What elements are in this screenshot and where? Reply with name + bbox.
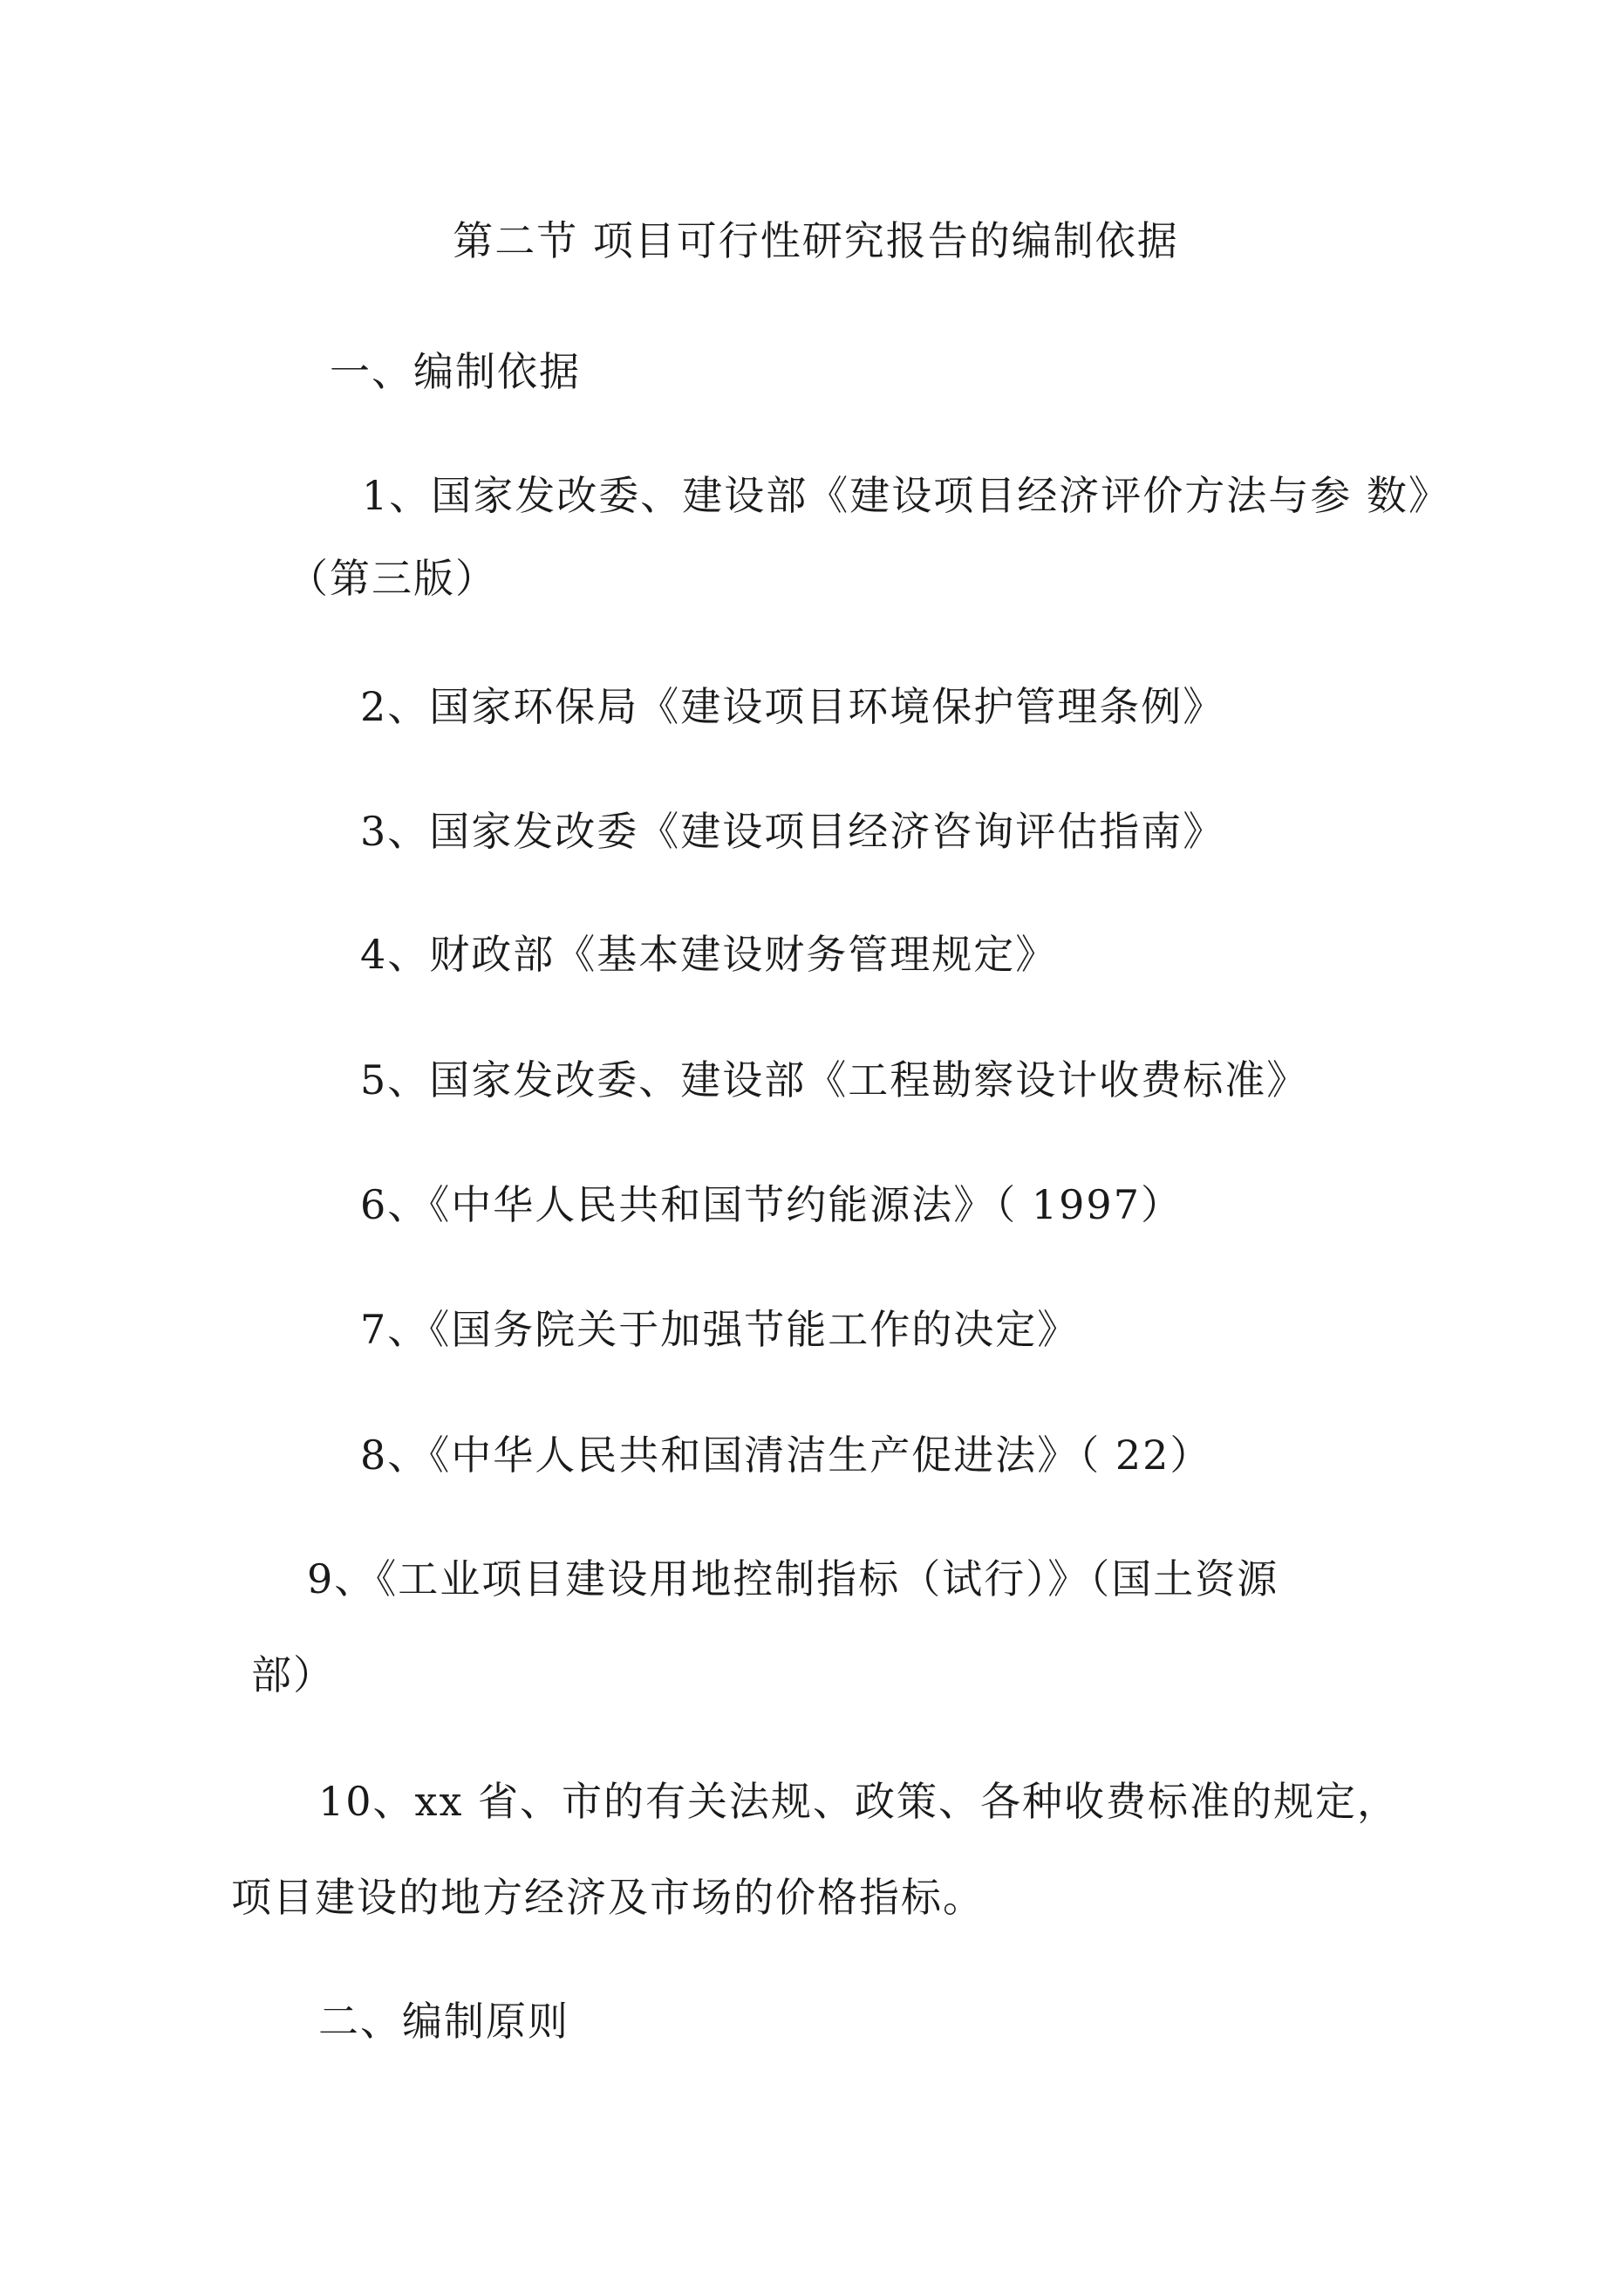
basis-item-7: 7、《国务院关于加强节能工作的决定》 <box>360 1306 1080 1353</box>
basis-item-9: 9、《工业项目建设用地控制指标（试行）》（国土资源 <box>307 1555 1279 1602</box>
basis-item-1: 1、国家发改委、建设部《建设项目经济评价方法与参 数》 <box>362 472 1450 519</box>
basis-item-2: 2、国家环保局《建设项目环境保护管理条例》 <box>360 683 1225 730</box>
basis-item-10-cont: 项目建设的地方经济及市场的价格指标。 <box>231 1874 985 1921</box>
section-title: 第二节 项目可行性研究报告的编制依据 <box>453 217 1179 264</box>
basis-item-4: 4、财政部《基本建设财务管理规定》 <box>360 931 1058 978</box>
basis-item-5: 5、国家发改委、建设部《工程勘察设计收费标准》 <box>360 1056 1309 1104</box>
heading-basis: 一、编制依据 <box>330 348 581 395</box>
basis-item-8: 8、《中华人民共和国清洁生产促进法》（ 22） <box>360 1432 1212 1479</box>
basis-item-6: 6、《中华人民共和国节约能源法》（ 1997） <box>360 1181 1183 1228</box>
heading-principles: 二、编制原则 <box>318 1998 569 2045</box>
basis-item-3: 3、国家发改委《建设项目经济咨询评估指南》 <box>360 808 1225 855</box>
basis-item-1-cont: （第三版） <box>288 555 497 602</box>
basis-item-9-cont: 部） <box>251 1651 335 1698</box>
basis-item-10: 10、xx 省、市的有关法规、政策、各种收费标准的规定， <box>318 1778 1400 1825</box>
